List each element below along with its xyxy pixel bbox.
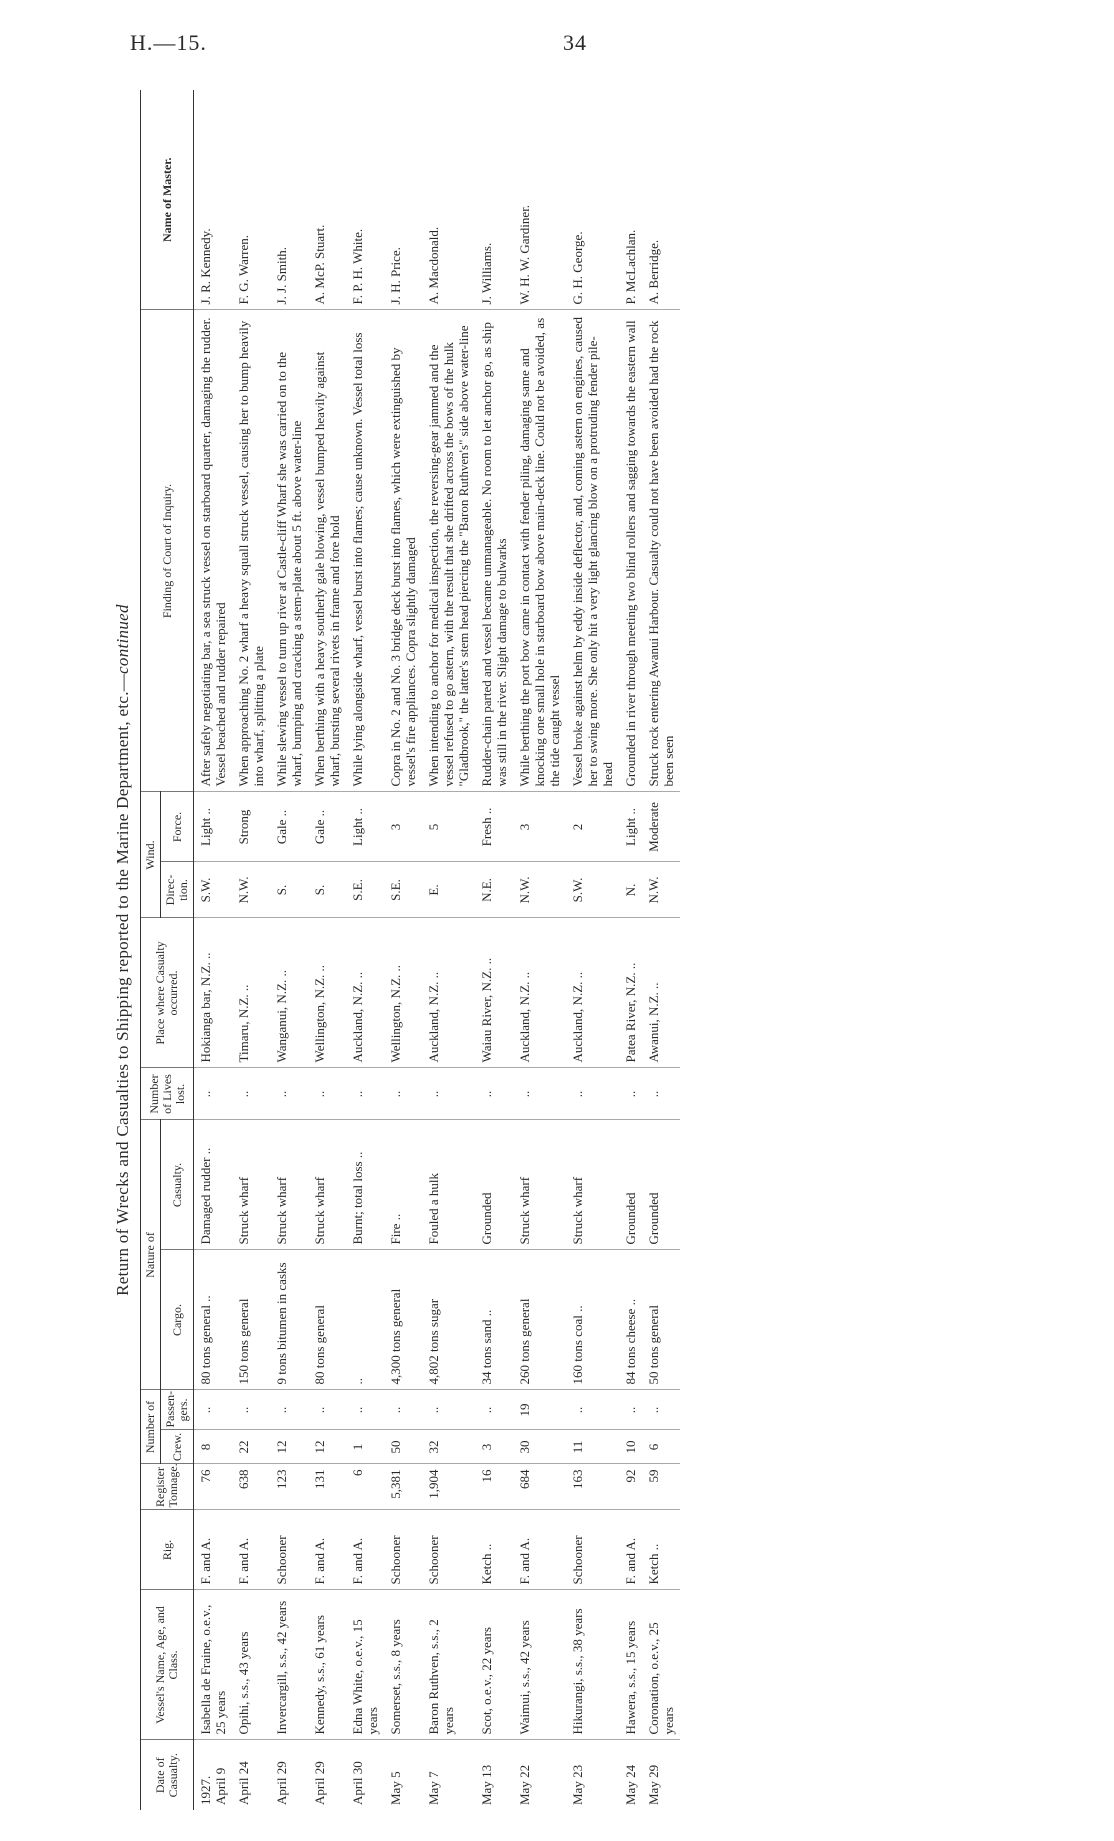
tonnage-cell: 131	[308, 1464, 346, 1510]
cargo-cell: ..	[346, 1250, 384, 1390]
table-row	[619, 90, 642, 1810]
wind-direction-cell: N.W.	[642, 862, 680, 918]
passengers-cell: ..	[308, 1390, 346, 1430]
wind-force-cell: Moderate	[642, 792, 680, 862]
vessel-cell: Hikurangi, s.s., 38 years	[566, 1590, 619, 1740]
vessel-cell: Somerset, s.s., 8 years	[384, 1590, 422, 1740]
table-row	[194, 90, 233, 1810]
date-cell: May 24	[623, 1764, 638, 1805]
wind-force-cell: 5	[422, 792, 475, 862]
vessel-cell: Invercargill, s.s., 42 years	[270, 1590, 308, 1740]
tonnage-cell: 59	[642, 1464, 680, 1510]
crew-cell: 22	[232, 1430, 270, 1464]
crew-cell: 10	[619, 1430, 642, 1464]
place-cell: Hokianga bar, N.Z. ..	[194, 918, 233, 1068]
table-row	[422, 90, 475, 1810]
tonnage-cell: 92	[619, 1464, 642, 1510]
passengers-cell: ..	[475, 1390, 513, 1430]
place-cell: Auckland, N.Z. ..	[346, 918, 384, 1068]
header-rig: Rig.	[141, 1510, 194, 1590]
vessel-cell: Kennedy, s.s., 61 years	[308, 1590, 346, 1740]
master-cell: F. P. H. White.	[346, 90, 384, 310]
wind-direction-cell: N.W.	[513, 862, 566, 918]
wind-direction-cell: S.W.	[566, 862, 619, 918]
finding-cell: After safely negotiating bar, a sea struck vessel on starboard quarter, damaging the rudder. Vessel beached and rudder repaired	[194, 310, 233, 792]
cargo-cell: 4,300 tons general	[384, 1250, 422, 1390]
table-row	[384, 90, 422, 1810]
tonnage-cell: 684	[513, 1464, 566, 1510]
crew-cell: 32	[422, 1430, 475, 1464]
passengers-cell: 19	[513, 1390, 566, 1430]
place-cell: Patea River, N.Z. ..	[619, 918, 642, 1068]
tonnage-cell: 163	[566, 1464, 619, 1510]
place-cell: Auckland, N.Z. ..	[513, 918, 566, 1068]
wind-direction-cell: N.E.	[475, 862, 513, 918]
tonnage-cell: 1,904	[422, 1464, 475, 1510]
master-cell: J. R. Kennedy.	[194, 90, 233, 310]
passengers-cell: ..	[346, 1390, 384, 1430]
title-text: Return of Wrecks and Casualties to Shipping reported to the Marine Department, etc.—	[113, 673, 132, 1296]
casualty-cell: Struck wharf	[232, 1120, 270, 1250]
header-vessel: Vessel's Name, Age, and Class.	[141, 1590, 194, 1740]
finding-cell: Grounded in river through meeting two blind rollers and sagging towards the eastern wall	[619, 310, 642, 792]
finding-cell: Struck rock entering Awanui Harbour. Casualty could not have been avoided had the rock been seen	[642, 310, 680, 792]
rig-cell: Schooner	[384, 1510, 422, 1590]
wind-direction-cell: S.E.	[384, 862, 422, 918]
casualty-cell: Damaged rudder ..	[194, 1120, 233, 1250]
date-cell: May 5	[388, 1771, 403, 1805]
lives-lost-cell: ..	[308, 1068, 346, 1120]
table-row	[346, 90, 384, 1810]
wind-force-cell: Gale ..	[270, 792, 308, 862]
tonnage-cell: 123	[270, 1464, 308, 1510]
vessel-cell: Isabella de Fraine, o.e.v., 25 years	[194, 1590, 233, 1740]
casualty-cell: Struck wharf	[513, 1120, 566, 1250]
casualty-cell: Fouled a hulk	[422, 1120, 475, 1250]
wind-direction-cell: S.E.	[346, 862, 384, 918]
wind-force-cell: Fresh ..	[475, 792, 513, 862]
casualty-cell: Fire ..	[384, 1120, 422, 1250]
casualty-cell: Grounded	[475, 1120, 513, 1250]
master-cell: G. H. George.	[566, 90, 619, 310]
header-lives-lost: Number of Lives lost.	[141, 1068, 194, 1120]
finding-cell: When approaching No. 2 wharf a heavy squall struck vessel, causing her to bump heavily into wharf, splitting a plate	[232, 310, 270, 792]
master-cell: A. McP. Stuart.	[308, 90, 346, 310]
cargo-cell: 160 tons coal ..	[566, 1250, 619, 1390]
casualty-cell: Grounded	[642, 1120, 680, 1250]
vessel-cell: Waimui, s.s., 42 years	[513, 1590, 566, 1740]
crew-cell: 12	[308, 1430, 346, 1464]
master-cell: J. Williams.	[475, 90, 513, 310]
lives-lost-cell: ..	[422, 1068, 475, 1120]
date-cell: April 29	[312, 1761, 327, 1805]
lives-lost-cell: ..	[270, 1068, 308, 1120]
cargo-cell: 50 tons general	[642, 1250, 680, 1390]
wind-direction-cell: S.	[270, 862, 308, 918]
place-cell: Awanui, N.Z. ..	[642, 918, 680, 1068]
master-cell: A. Berridge.	[642, 90, 680, 310]
finding-cell: While lying alongside wharf, vessel burst into flames; cause unknown. Vessel total loss	[346, 310, 384, 792]
lives-lost-cell: ..	[566, 1068, 619, 1120]
rig-cell: F. and A.	[346, 1510, 384, 1590]
wind-direction-cell: S.W.	[194, 862, 233, 918]
table-row	[308, 90, 346, 1810]
finding-cell: While berthing the port bow came in contact with fender piling, damaging same and knocking one small hole in starboard bow above main-deck line. Could not be avoided, as the tide caught vessel	[513, 310, 566, 792]
page-reference: H.—15.	[130, 30, 207, 55]
header-wind: Wind.	[141, 792, 161, 918]
lives-lost-cell: ..	[232, 1068, 270, 1120]
lives-lost-cell: ..	[619, 1068, 642, 1120]
wind-force-cell: Light ..	[194, 792, 233, 862]
wind-force-cell: Light ..	[619, 792, 642, 862]
header-finding: Finding of Court of Inquiry.	[141, 310, 194, 792]
date-cell	[194, 1740, 233, 1810]
date-cell: May 13	[479, 1764, 494, 1805]
cargo-cell: 80 tons general	[308, 1250, 346, 1390]
wind-force-cell: 3	[513, 792, 566, 862]
finding-cell: Rudder-chain parted and vessel became unmanageable. No room to let anchor go, as ship was still in the river. Slight damage to bulwarks	[475, 310, 513, 792]
finding-cell: Vessel broke against helm by eddy inside deflector, and, coming astern on engines, caused her to swing more. She only hit a very light glancing blow on a protruding fender pile-head	[566, 310, 619, 792]
rotated-table-region	[110, 90, 1010, 1810]
header-nature-of: Nature of	[141, 1120, 161, 1390]
lives-lost-cell: ..	[194, 1068, 233, 1120]
tonnage-cell: 638	[232, 1464, 270, 1510]
header-force: Force.	[161, 792, 194, 862]
passengers-cell: ..	[270, 1390, 308, 1430]
place-cell: Auckland, N.Z. ..	[422, 918, 475, 1068]
crew-cell: 12	[270, 1430, 308, 1464]
wind-direction-cell: E.	[422, 862, 475, 918]
header-master: Name of Master.	[141, 90, 194, 310]
master-cell: P. McLachlan.	[619, 90, 642, 310]
wind-force-cell: 3	[384, 792, 422, 862]
date-cell: May 29	[646, 1764, 661, 1805]
master-cell: F. G. Warren.	[232, 90, 270, 310]
master-cell: J. J. Smith.	[270, 90, 308, 310]
header-crew: Crew.	[161, 1430, 194, 1464]
casualty-table	[140, 90, 680, 1810]
wind-direction-cell: S.	[308, 862, 346, 918]
passengers-cell: ..	[642, 1390, 680, 1430]
cargo-cell: 9 tons bitumen in casks	[270, 1250, 308, 1390]
header-place: Place where Casualty occurred.	[141, 918, 194, 1068]
rig-cell: F. and A.	[194, 1510, 233, 1590]
year-label: 1927.	[198, 1775, 213, 1805]
lives-lost-cell: ..	[346, 1068, 384, 1120]
cargo-cell: 84 tons cheese ..	[619, 1250, 642, 1390]
place-cell: Wanganui, N.Z. ..	[270, 918, 308, 1068]
table-row	[642, 90, 680, 1810]
passengers-cell: ..	[194, 1390, 233, 1430]
header-number-of: Number of	[141, 1390, 161, 1464]
crew-cell: 11	[566, 1430, 619, 1464]
crew-cell: 50	[384, 1430, 422, 1464]
rig-cell: Schooner	[422, 1510, 475, 1590]
cargo-cell: 34 tons sand ..	[475, 1250, 513, 1390]
master-cell: J. H. Price.	[384, 90, 422, 310]
passengers-cell: ..	[422, 1390, 475, 1430]
place-cell: Waiau River, N.Z. ..	[475, 918, 513, 1068]
cargo-cell: 80 tons general ..	[194, 1250, 233, 1390]
rig-cell: Ketch ..	[642, 1510, 680, 1590]
table-row	[232, 90, 270, 1810]
crew-cell: 3	[475, 1430, 513, 1464]
passengers-cell: ..	[384, 1390, 422, 1430]
rig-cell: Ketch ..	[475, 1510, 513, 1590]
cargo-cell: 260 tons general	[513, 1250, 566, 1390]
rig-cell: F. and A.	[308, 1510, 346, 1590]
table-row	[566, 90, 619, 1810]
casualty-cell: Struck wharf	[566, 1120, 619, 1250]
header-direction: Direc-tion.	[161, 862, 194, 918]
place-cell: Wellington, N.Z. ..	[384, 918, 422, 1068]
rig-cell: F. and A.	[232, 1510, 270, 1590]
lives-lost-cell: ..	[513, 1068, 566, 1120]
page-number: 34	[563, 30, 587, 55]
crew-cell: 8	[194, 1430, 233, 1464]
table-title	[110, 90, 136, 1810]
date-cell: April 29	[274, 1761, 289, 1805]
casualty-cell: Struck wharf	[308, 1120, 346, 1250]
vessel-cell: Coronation, o.e.v., 25 years	[642, 1590, 680, 1740]
table-row	[475, 90, 513, 1810]
lives-lost-cell: ..	[384, 1068, 422, 1120]
place-cell: Wellington, N.Z. ..	[308, 918, 346, 1068]
tonnage-cell: 5,381	[384, 1464, 422, 1510]
crew-cell: 1	[346, 1430, 384, 1464]
date-cell: May 23	[570, 1764, 585, 1805]
wind-direction-cell: N.	[619, 862, 642, 918]
date-cell: May 22	[517, 1764, 532, 1805]
date-cell: April 30	[350, 1761, 365, 1805]
place-cell: Auckland, N.Z. ..	[566, 918, 619, 1068]
wind-direction-cell: N.W.	[232, 862, 270, 918]
master-cell: W. H. W. Gardiner.	[513, 90, 566, 310]
tonnage-cell: 16	[475, 1464, 513, 1510]
vessel-cell: Baron Ruthven, s.s., 2 years	[422, 1590, 475, 1740]
header-tonnage: Register Tonnage.	[141, 1464, 194, 1510]
tonnage-cell: 76	[194, 1464, 233, 1510]
cargo-cell: 150 tons general	[232, 1250, 270, 1390]
passengers-cell: ..	[566, 1390, 619, 1430]
vessel-cell: Hawera, s.s., 15 years	[619, 1590, 642, 1740]
tonnage-cell: 6	[346, 1464, 384, 1510]
rig-cell: Schooner	[566, 1510, 619, 1590]
rig-cell: F. and A.	[513, 1510, 566, 1590]
vessel-cell: Opihi, s.s., 43 years	[232, 1590, 270, 1740]
place-cell: Timaru, N.Z. ..	[232, 918, 270, 1068]
master-cell: A. Macdonald.	[422, 90, 475, 310]
passengers-cell: ..	[232, 1390, 270, 1430]
title-continued: continued	[113, 604, 132, 674]
lives-lost-cell: ..	[475, 1068, 513, 1120]
finding-cell: When berthing with a heavy southerly gale blowing, vessel bumped heavily against wharf, bursting several rivets in frame and fore hold	[308, 310, 346, 792]
date-cell: April 24	[236, 1761, 251, 1805]
vessel-cell: Scot, o.e.v., 22 years	[475, 1590, 513, 1740]
casualty-cell: Grounded	[619, 1120, 642, 1250]
finding-cell: While slewing vessel to turn up river at Castle-cliff Wharf she was carried on to the wharf, bumping and cracking a stem-plate about 5 ft. above water-line	[270, 310, 308, 792]
header-date: Date of Casualty.	[141, 1740, 194, 1810]
wind-force-cell: Strong	[232, 792, 270, 862]
casualty-cell: Struck wharf	[270, 1120, 308, 1250]
crew-cell: 30	[513, 1430, 566, 1464]
wind-force-cell: 2	[566, 792, 619, 862]
lives-lost-cell: ..	[642, 1068, 680, 1120]
wind-force-cell: Gale ..	[308, 792, 346, 862]
finding-cell: When intending to anchor for medical inspection, the reversing-gear jammed and the vessel refused to go astern, with the result that she drifted across the bows of the hulk "Gladbrook," the latter's stem head piercing the "Baron Ruthven's" side above water-line	[422, 310, 475, 792]
table-row	[513, 90, 566, 1810]
vessel-cell: Edna White, o.e.v., 15 years	[346, 1590, 384, 1740]
table-row	[270, 90, 308, 1810]
cargo-cell: 4,802 tons sugar	[422, 1250, 475, 1390]
casualty-cell: Burnt; total loss ..	[346, 1120, 384, 1250]
rig-cell: Schooner	[270, 1510, 308, 1590]
header-casualty: Casualty.	[161, 1120, 194, 1250]
header-cargo: Cargo.	[161, 1250, 194, 1390]
header-passengers: Passen-gers.	[161, 1390, 194, 1430]
date-cell: May 7	[426, 1771, 441, 1805]
passengers-cell: ..	[619, 1390, 642, 1430]
finding-cell: Copra in No. 2 and No. 3 bridge deck burst into flames, which were extinguished by vessel's fire appliances. Copra slightly damaged	[384, 310, 422, 792]
rig-cell: F. and A.	[619, 1510, 642, 1590]
wind-force-cell: Light ..	[346, 792, 384, 862]
date-text: April 9	[213, 1767, 228, 1805]
crew-cell: 6	[642, 1430, 680, 1464]
